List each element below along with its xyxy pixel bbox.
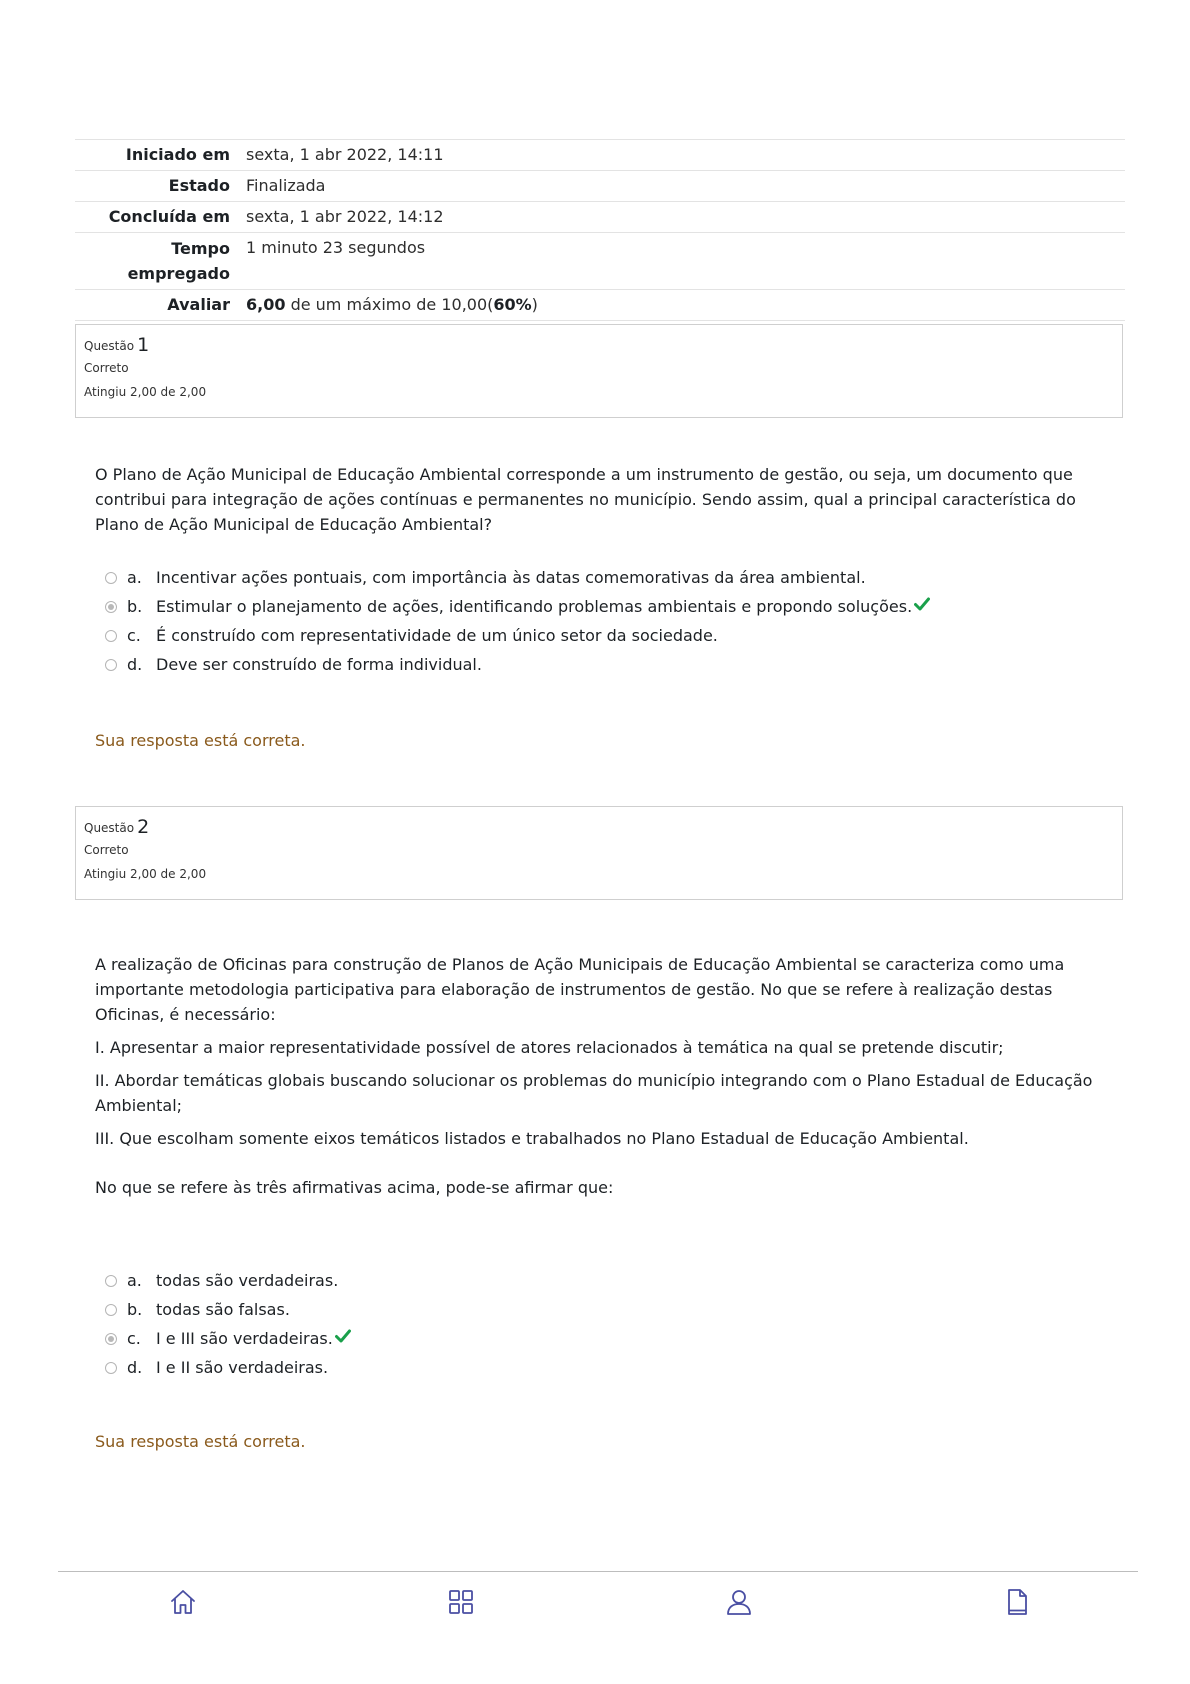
radio-button[interactable] (105, 1304, 117, 1316)
summary-grade-value (230, 290, 538, 320)
summary-label: Concluída em (108, 207, 230, 226)
answer-option-b[interactable] (105, 1295, 351, 1324)
radio-button-selected[interactable] (105, 1333, 117, 1345)
summary-label: Avaliar (167, 295, 230, 314)
question-info-1 (75, 324, 1123, 418)
radio-button[interactable] (105, 659, 117, 671)
question-prompt: No que se refere às três afirmativas acima, pode-se afirmar que: (95, 1178, 614, 1197)
nav-profile-button[interactable] (724, 1587, 754, 1617)
grade-percent: 60% (493, 295, 532, 314)
answer-option-c[interactable] (105, 1324, 351, 1353)
question-number: Questão 2 (84, 816, 150, 838)
answer-letter: c. (127, 1329, 141, 1348)
answer-list-2 (105, 1266, 351, 1382)
answer-text: todas são falsas. (156, 1300, 290, 1319)
answer-text: todas são verdadeiras. (156, 1271, 339, 1290)
correct-check-icon (914, 597, 930, 611)
answer-list-1 (105, 563, 930, 679)
summary-value: 1 minuto 23 segundos (246, 238, 426, 257)
grade-score: 6,00 (246, 295, 286, 314)
summary-label: Iniciado em (125, 145, 230, 164)
summary-value: sexta, 1 abr 2022, 14:12 (246, 207, 444, 226)
summary-label: Tempo empregado (127, 239, 230, 283)
answer-letter: b. (127, 1300, 143, 1319)
nav-home-button[interactable] (168, 1587, 198, 1617)
summary-row-state (75, 171, 1125, 202)
question-text-2 (95, 952, 1105, 1208)
radio-button[interactable] (105, 1275, 117, 1287)
statement-1: I. Apresentar a maior representatividade possível de atores relacionados à temática na qual se pretende discutir; (95, 1038, 1004, 1057)
answer-option-a[interactable] (105, 1266, 351, 1295)
grade-text: de um máximo de 10,00( (290, 295, 494, 314)
answer-letter: a. (127, 568, 142, 587)
question-paragraph: O Plano de Ação Municipal de Educação Ambiental corresponde a um instrumento de gestão, ou seja, um documento que contribui para integração de ações contínuas e permanentes no município. Sendo assim, qual a principal característica do Plano de Ação Municipal de Educação Ambiental? (95, 465, 1076, 534)
statement-2: II. Abordar temáticas globais buscando solucionar os problemas do município integrando com o Plano Estadual de Educação Ambiental; (95, 1071, 1093, 1115)
attempt-summary-table (75, 139, 1125, 321)
feedback-correct-2: Sua resposta está correta. (95, 1432, 306, 1451)
question-number: Questão 1 (84, 334, 150, 356)
summary-row-completed (75, 202, 1125, 233)
answer-text: Estimular o planejamento de ações, identificando problemas ambientais e propondo soluções. (156, 597, 913, 616)
answer-text: Deve ser construído de forma individual. (156, 655, 482, 674)
question-state: Correto (84, 361, 129, 375)
answer-option-c[interactable] (105, 621, 930, 650)
correct-check-icon (335, 1329, 351, 1343)
nav-documents-button[interactable] (1002, 1587, 1032, 1617)
question-mark: Atingiu 2,00 de 2,00 (84, 867, 207, 881)
answer-text: Incentivar ações pontuais, com importância às datas comemorativas da área ambiental. (156, 568, 866, 587)
answer-letter: a. (127, 1271, 142, 1290)
question-paragraph: A realização de Oficinas para construção de Planos de Ação Municipais de Educação Ambiental se caracteriza como uma importante metodologia participativa para elaboração de instrumentos de gestão. No que se refere à realização destas Oficinas, é necessário: (95, 955, 1065, 1024)
user-icon (724, 1587, 754, 1617)
answer-letter: d. (127, 1358, 143, 1377)
radio-button-selected[interactable] (105, 601, 117, 613)
question-mark: Atingiu 2,00 de 2,00 (84, 385, 207, 399)
answer-option-a[interactable] (105, 563, 930, 592)
answer-text: I e III são verdadeiras. (156, 1329, 333, 1348)
document-icon (1002, 1587, 1032, 1617)
feedback-correct-1: Sua resposta está correta. (95, 731, 306, 750)
summary-value: sexta, 1 abr 2022, 14:11 (246, 145, 444, 164)
answer-text: É construído com representatividade de um único setor da sociedade. (156, 626, 718, 645)
summary-row-grade (75, 290, 1125, 321)
nav-dashboard-button[interactable] (446, 1587, 476, 1617)
answer-option-d[interactable] (105, 650, 930, 679)
answer-option-b[interactable] (105, 592, 930, 621)
radio-button[interactable] (105, 1362, 117, 1374)
answer-text: I e II são verdadeiras. (156, 1358, 329, 1377)
grid-icon (446, 1587, 476, 1617)
question-state: Correto (84, 843, 129, 857)
answer-letter: b. (127, 597, 143, 616)
question-info-2 (75, 806, 1123, 900)
summary-row-time-taken (75, 233, 1125, 290)
radio-button[interactable] (105, 572, 117, 584)
statement-3: III. Que escolham somente eixos temáticos listados e trabalhados no Plano Estadual de Educação Ambiental. (95, 1129, 969, 1148)
home-icon (168, 1587, 198, 1617)
answer-option-d[interactable] (105, 1353, 351, 1382)
summary-value: Finalizada (246, 176, 326, 195)
summary-row-started (75, 140, 1125, 171)
answer-letter: c. (127, 626, 141, 645)
question-text-1 (95, 462, 1105, 545)
answer-letter: d. (127, 655, 143, 674)
grade-close: ) (531, 295, 538, 314)
bottom-navigation (58, 1571, 1138, 1632)
radio-button[interactable] (105, 630, 117, 642)
summary-label: Estado (168, 176, 230, 195)
